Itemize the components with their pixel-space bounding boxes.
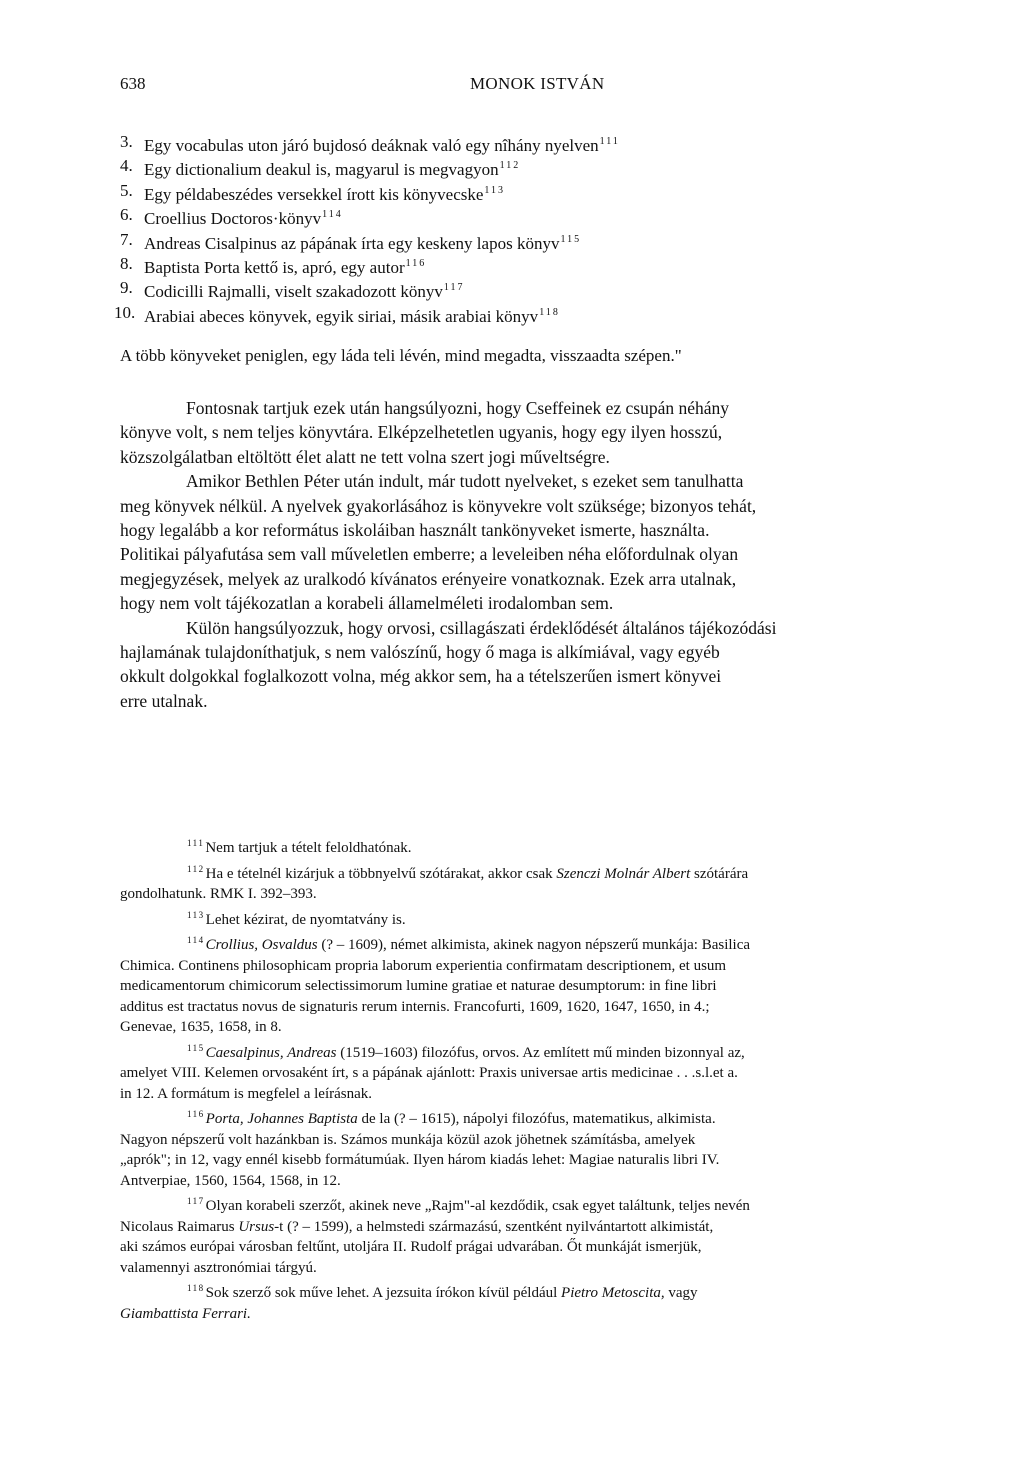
text-line: erre utalnak. (120, 690, 208, 711)
text-line: Amikor Bethlen Péter után indult, már tudott nyelveket, s ezeket sem tanulhatta (186, 471, 744, 492)
footnote-mark: 116 (187, 1109, 205, 1119)
paragraph (120, 396, 940, 469)
footnote-text: „aprók"; in 12, vagy ennél kisebb formátumúak. Ilyen három kiadás lehet: Magiae naturalis libri IV. (120, 1152, 720, 1168)
footnote-text: de la (? – 1615), nápolyi filozófus, matematikus, alkimista. (357, 1111, 716, 1127)
text-line: Fontosnak tartjuk ezek után hangsúlyozni, hogy Cseffeinek ez csupán néhány (186, 398, 730, 418)
item-text: Croellius Doctoros·könyv (144, 209, 322, 229)
text-line: közszolgálatban eltöltött élet alatt ne tett volna szert jogi műveltségre. (120, 446, 610, 467)
text-line: könyve volt, s nem teljes könyvtára. Elképzelhetetlen ugyanis, hogy egy ilyen hosszú, (120, 422, 723, 443)
footnote-113 (120, 905, 950, 931)
footnote-text: Ha e tételnél kizárjuk a többnyelvű szótárakat, akkor csak (205, 865, 557, 882)
paragraph (120, 616, 940, 714)
item-text: Arabiai abeces könyvek, egyik siriai, másik arabiai könyv (144, 306, 539, 326)
item-number: 5. (120, 180, 133, 200)
item-number: 9. (120, 278, 133, 298)
footnote-italic: Szenczi Molnár Albert (556, 865, 691, 882)
footnote-text: (1519–1603) filozófus, orvos. Az említett mű minden bizonnyal az, (336, 1044, 745, 1061)
text-line: hajlamának tulajdoníthatjuk, s nem valószínű, hogy ő maga is alkímiával, vagy egyéb (120, 642, 720, 663)
footnote-111 (120, 833, 950, 859)
footnote-italic: Giambattista Ferrari. (120, 1305, 251, 1322)
item-text: Egy vocabulas uton járó bujdosó deáknak való egy nîhány nyelven (144, 136, 599, 155)
item-text: Egy dictionalium deakul is, magyarul is megvagyon (144, 160, 499, 180)
footnote-text: in 12. A formátum is megfelel a leírásnak. (120, 1085, 373, 1102)
footnote-ref: 116 (405, 257, 427, 269)
footnote-ref: 118 (539, 306, 560, 318)
footnote-text: medicamentorum chimicorum selectissimorum lumine gratiae et naturae desumptorum: in fine libri (120, 978, 717, 994)
footnote-text: amelyet VIII. Kelemen orvosaként írt, s a pápának ajánlott: Praxis universae artis medicinae . . .s.l.et a. (120, 1065, 738, 1081)
item-text: Codicilli Rajmalli, viselt szakadozott könyv (144, 282, 443, 302)
paragraph (120, 469, 940, 615)
item-text: Andreas Cisalpinus az pápának írta egy keskeny lapos könyv (144, 233, 560, 253)
footnote-italic: Caesalpinus, Andreas (205, 1044, 337, 1061)
footnote-text: additus est tractatus novus de signaturis rerum internis. Francofurti, 1609, 1620, 1647, 1650, in 4.; (120, 998, 710, 1015)
page-number: 638 (120, 74, 146, 93)
footnote-mark: 113 (187, 909, 205, 920)
book-list (114, 130, 940, 326)
footnote-text: -t (? – 1599), a helmstedi származású, szentként nyilvántartott alkimistát, (274, 1218, 714, 1235)
footnote-text: gondolhatunk. RMK I. 392–393. (120, 886, 317, 902)
footnote-ref: 113 (484, 184, 506, 196)
text-line: hogy legalább a kor református iskoláiban használt tankönyveket ismerte, használta. (120, 520, 710, 541)
footnote-text: Lehet kézirat, de nyomtatvány is. (205, 911, 406, 928)
footnote-ref: 117 (443, 282, 465, 294)
list-item (120, 179, 940, 203)
footnote-text: Chimica. Continens philosophicam propria laborum experientia confirmatam descriptionem, et usum (120, 957, 727, 974)
item-text: Baptista Porta kettő is, apró, egy autor (144, 257, 405, 277)
list-item (120, 130, 940, 154)
item-number: 8. (120, 253, 133, 273)
footnote-117 (120, 1191, 950, 1278)
footnote-mark: 118 (187, 1283, 205, 1293)
footnote-text: aki számos európai városban feltűnt, utoljára II. Rudolf prágai udvarában. Őt munkáját ismerjük, (120, 1239, 702, 1255)
item-number: 6. (120, 205, 133, 225)
footnote-ref: 114 (322, 209, 343, 221)
footnote-114 (120, 930, 950, 1038)
item-text: Egy példabeszédes versekkel írott kis könyvecske (144, 184, 484, 204)
footnote-text: szótárára (690, 865, 749, 882)
text-line: Külön hangsúlyozzuk, hogy orvosi, csillagászati érdeklődését általános tájékozódási (186, 617, 777, 638)
footnote-118 (120, 1278, 950, 1324)
list-item (120, 203, 940, 227)
footnote-115 (120, 1038, 950, 1105)
footnote-text: Nicolaus Raimarus (120, 1218, 239, 1235)
footnote-text: Nem tartjuk a tételt feloldhatónak. (205, 840, 412, 856)
footnote-text: valamennyi asztronómiai tárgyú. (120, 1259, 317, 1276)
footnote-text: Nagyon népszerű volt hazánkban is. Számos munkája közül azok jöhetnek számításba, amelyek (120, 1131, 696, 1148)
item-number: 10. (114, 302, 136, 322)
item-number: 7. (120, 229, 133, 249)
footnote-mark: 115 (187, 1042, 205, 1053)
footnote-mark: 114 (187, 935, 205, 945)
text-line: okkult dolgokkal foglalkozott volna, még akkor sem, ha a tételszerűen ismert könyvei (120, 666, 722, 687)
footnote-text: Genevae, 1635, 1658, in 8. (120, 1019, 282, 1035)
list-item (120, 154, 940, 178)
footnotes (120, 833, 950, 1324)
text-line: Politikai pályafutása sem vall műveletlen emberre; a leveleiben néha előfordulnak olyan (120, 544, 739, 565)
footnote-italic: Pietro Metoscita, (561, 1285, 665, 1301)
footnote-ref: 111 (599, 136, 620, 147)
footnote-text: (? – 1609), német alkimista, akinek nagyon népszerű munkája: Basilica (317, 937, 751, 953)
footnote-italic: Crollius, Osvaldus (205, 937, 318, 953)
text-line: hogy nem volt tájékozatlan a korabeli államelméleti irodalomban sem. (120, 593, 614, 614)
list-item (120, 228, 940, 252)
text-line: meg könyvek nélkül. A nyelvek gyakorlásához is könyvekre volt szüksége; bizonyos tehát, (120, 495, 757, 516)
footnote-mark: 117 (187, 1196, 205, 1206)
footnote-ref: 115 (560, 233, 582, 245)
footnote-text: vagy (664, 1285, 698, 1301)
closing-line: A több könyveket peniglen, egy láda teli lévén, mind megadta, visszaadta szépen." (120, 346, 682, 365)
running-title: MONOK ISTVÁN (470, 74, 605, 93)
text-line: megjegyzések, melyek az uralkodó kívánatos erényeire vonatkoznak. Ezek arra utalnak, (120, 568, 737, 589)
page-header (120, 74, 920, 98)
item-number: 3. (120, 132, 133, 151)
footnote-text: Sok szerző sok műve lehet. A jezsuita írókon kívül például (205, 1285, 562, 1301)
footnote-text: Antverpiae, 1560, 1564, 1568, in 12. (120, 1172, 341, 1189)
footnote-mark: 111 (187, 838, 205, 848)
footnote-116 (120, 1104, 950, 1191)
footnote-112 (120, 859, 950, 905)
list-item (120, 276, 940, 300)
footnote-ref: 112 (499, 160, 521, 172)
footnote-mark: 112 (187, 863, 205, 874)
list-item (114, 301, 940, 326)
footnote-italic: Ursus (238, 1218, 275, 1235)
item-number: 4. (120, 156, 133, 176)
footnote-text: Olyan korabeli szerzőt, akinek neve „Rajm"-al kezdődik, csak egyet találtunk, teljes nevén (205, 1198, 750, 1214)
footnote-italic: Porta, Johannes Baptista (205, 1111, 358, 1127)
list-item (120, 252, 940, 276)
body-text (120, 396, 940, 713)
